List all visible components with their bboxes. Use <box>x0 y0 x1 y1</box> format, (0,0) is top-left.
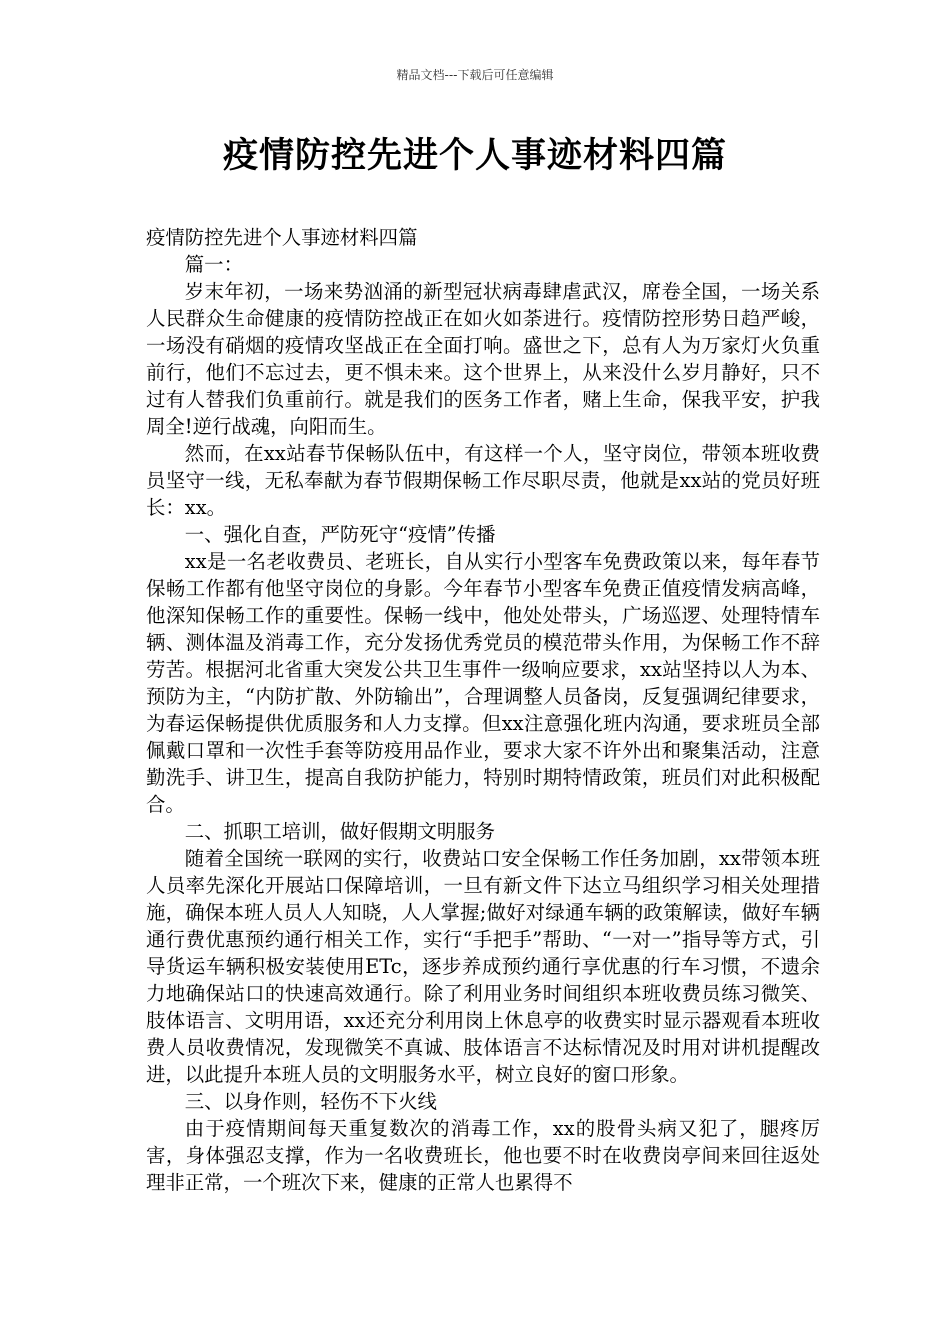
paragraph: 随着全国统一联网的实行，收费站口安全保畅工作任务加剧，xx带领本班人员率先深化开展站口保障培训，一旦有新文件下达立马组织学习相关处理措施，确保本班人员人人知晓，人人掌握;做好对绿通车辆的政策解读，做好车辆通行费优惠预约通行相关工作，实行“手把手”帮助、“一对一”指导等方式，引导货运车辆积极安装使用ETc，逐步养成预约通行享优惠的行车习惯，不遗余力地确保站口的快速高效通行。除了利用业务时间组织本班收费员练习微笑、肢体语言、文明用语，xx还充分利用岗上休息亭的收费实时显示器观看本班收费人员收费情况，发现微笑不真诚、肢体语言不达标情况及时用对讲机提醒改进，以此提升本班人员的文明服务水平，树立良好的窗口形象。 <box>146 847 820 1086</box>
paragraph: 然而，在xx站春节保畅队伍中，有这样一个人，坚守岗位，带领本班收费员坚守一线，无私奉献为春节假期保畅工作尽职尽责，他就是xx站的党员好班长：xx。 <box>146 442 820 519</box>
paragraph: 二、抓职工培训，做好假期文明服务 <box>184 820 496 843</box>
paragraph: 岁末年初，一场来势汹涌的新型冠状病毒肆虐武汉，席卷全国，一场关系人民群众生命健康的疫情防控战正在如火如荼进行。疫情防控形势日趋严峻，一场没有硝烟的疫情攻坚战正在全面打响。盛世之下，总有人为万家灯火负重前行，他们不忘过去，更不惧未来。这个世界上，从来没什么岁月静好，只不过有人替我们负重前行。就是我们的医务工作者，赌上生命，保我平安，护我周全!逆行战魂，向阳而生。 <box>146 280 820 438</box>
document-body <box>146 224 820 1196</box>
paragraph: 疫情防控先进个人事迹材料四篇 <box>146 226 418 249</box>
document-title: 疫情防控先进个人事迹材料四篇 <box>222 136 727 176</box>
paragraph: xx是一名老收费员、老班长，自从实行小型客车免费政策以来，每年春节保畅工作都有他坚守岗位的身影。今年春节小型客车免费正值疫情发病高峰，他深知保畅工作的重要性。保畅一线中，他处处带头，广场巡逻、处理特情车辆、测体温及消毒工作，充分发扬优秀党员的模范带头作用，为保畅工作不辞劳苦。根据河北省重大突发公共卫生事件一级响应要求，xx站坚持以人为本、预防为主，“内防扩散、外防输出”，合理调整人员备岗，反复强调纪律要求，为春运保畅提供优质服务和人力支撑。但xx注意强化班内沟通，要求班员全部佩戴口罩和一次性手套等防疫用品作业，要求大家不许外出和聚集活动，注意勤洗手、讲卫生，提高自我防护能力，特别时期特情政策，班员们对此积极配合。 <box>146 550 820 816</box>
paragraph: 由于疫情期间每天重复数次的消毒工作，xx的股骨头病又犯了，腿疼厉害，身体强忍支撑，作为一名收费班长，他也要不时在收费岗亭间来回往返处理非正常，一个班次下来，健康的正常人也累得不 <box>146 1117 820 1194</box>
paragraph: 篇一： <box>184 253 243 276</box>
page-header: 精品文档---下载后可任意编辑 <box>396 68 554 82</box>
paragraph: 三、以身作则，轻伤不下火线 <box>184 1090 437 1113</box>
paragraph: 一、强化自查，严防死守“疫情”传播 <box>184 523 496 546</box>
